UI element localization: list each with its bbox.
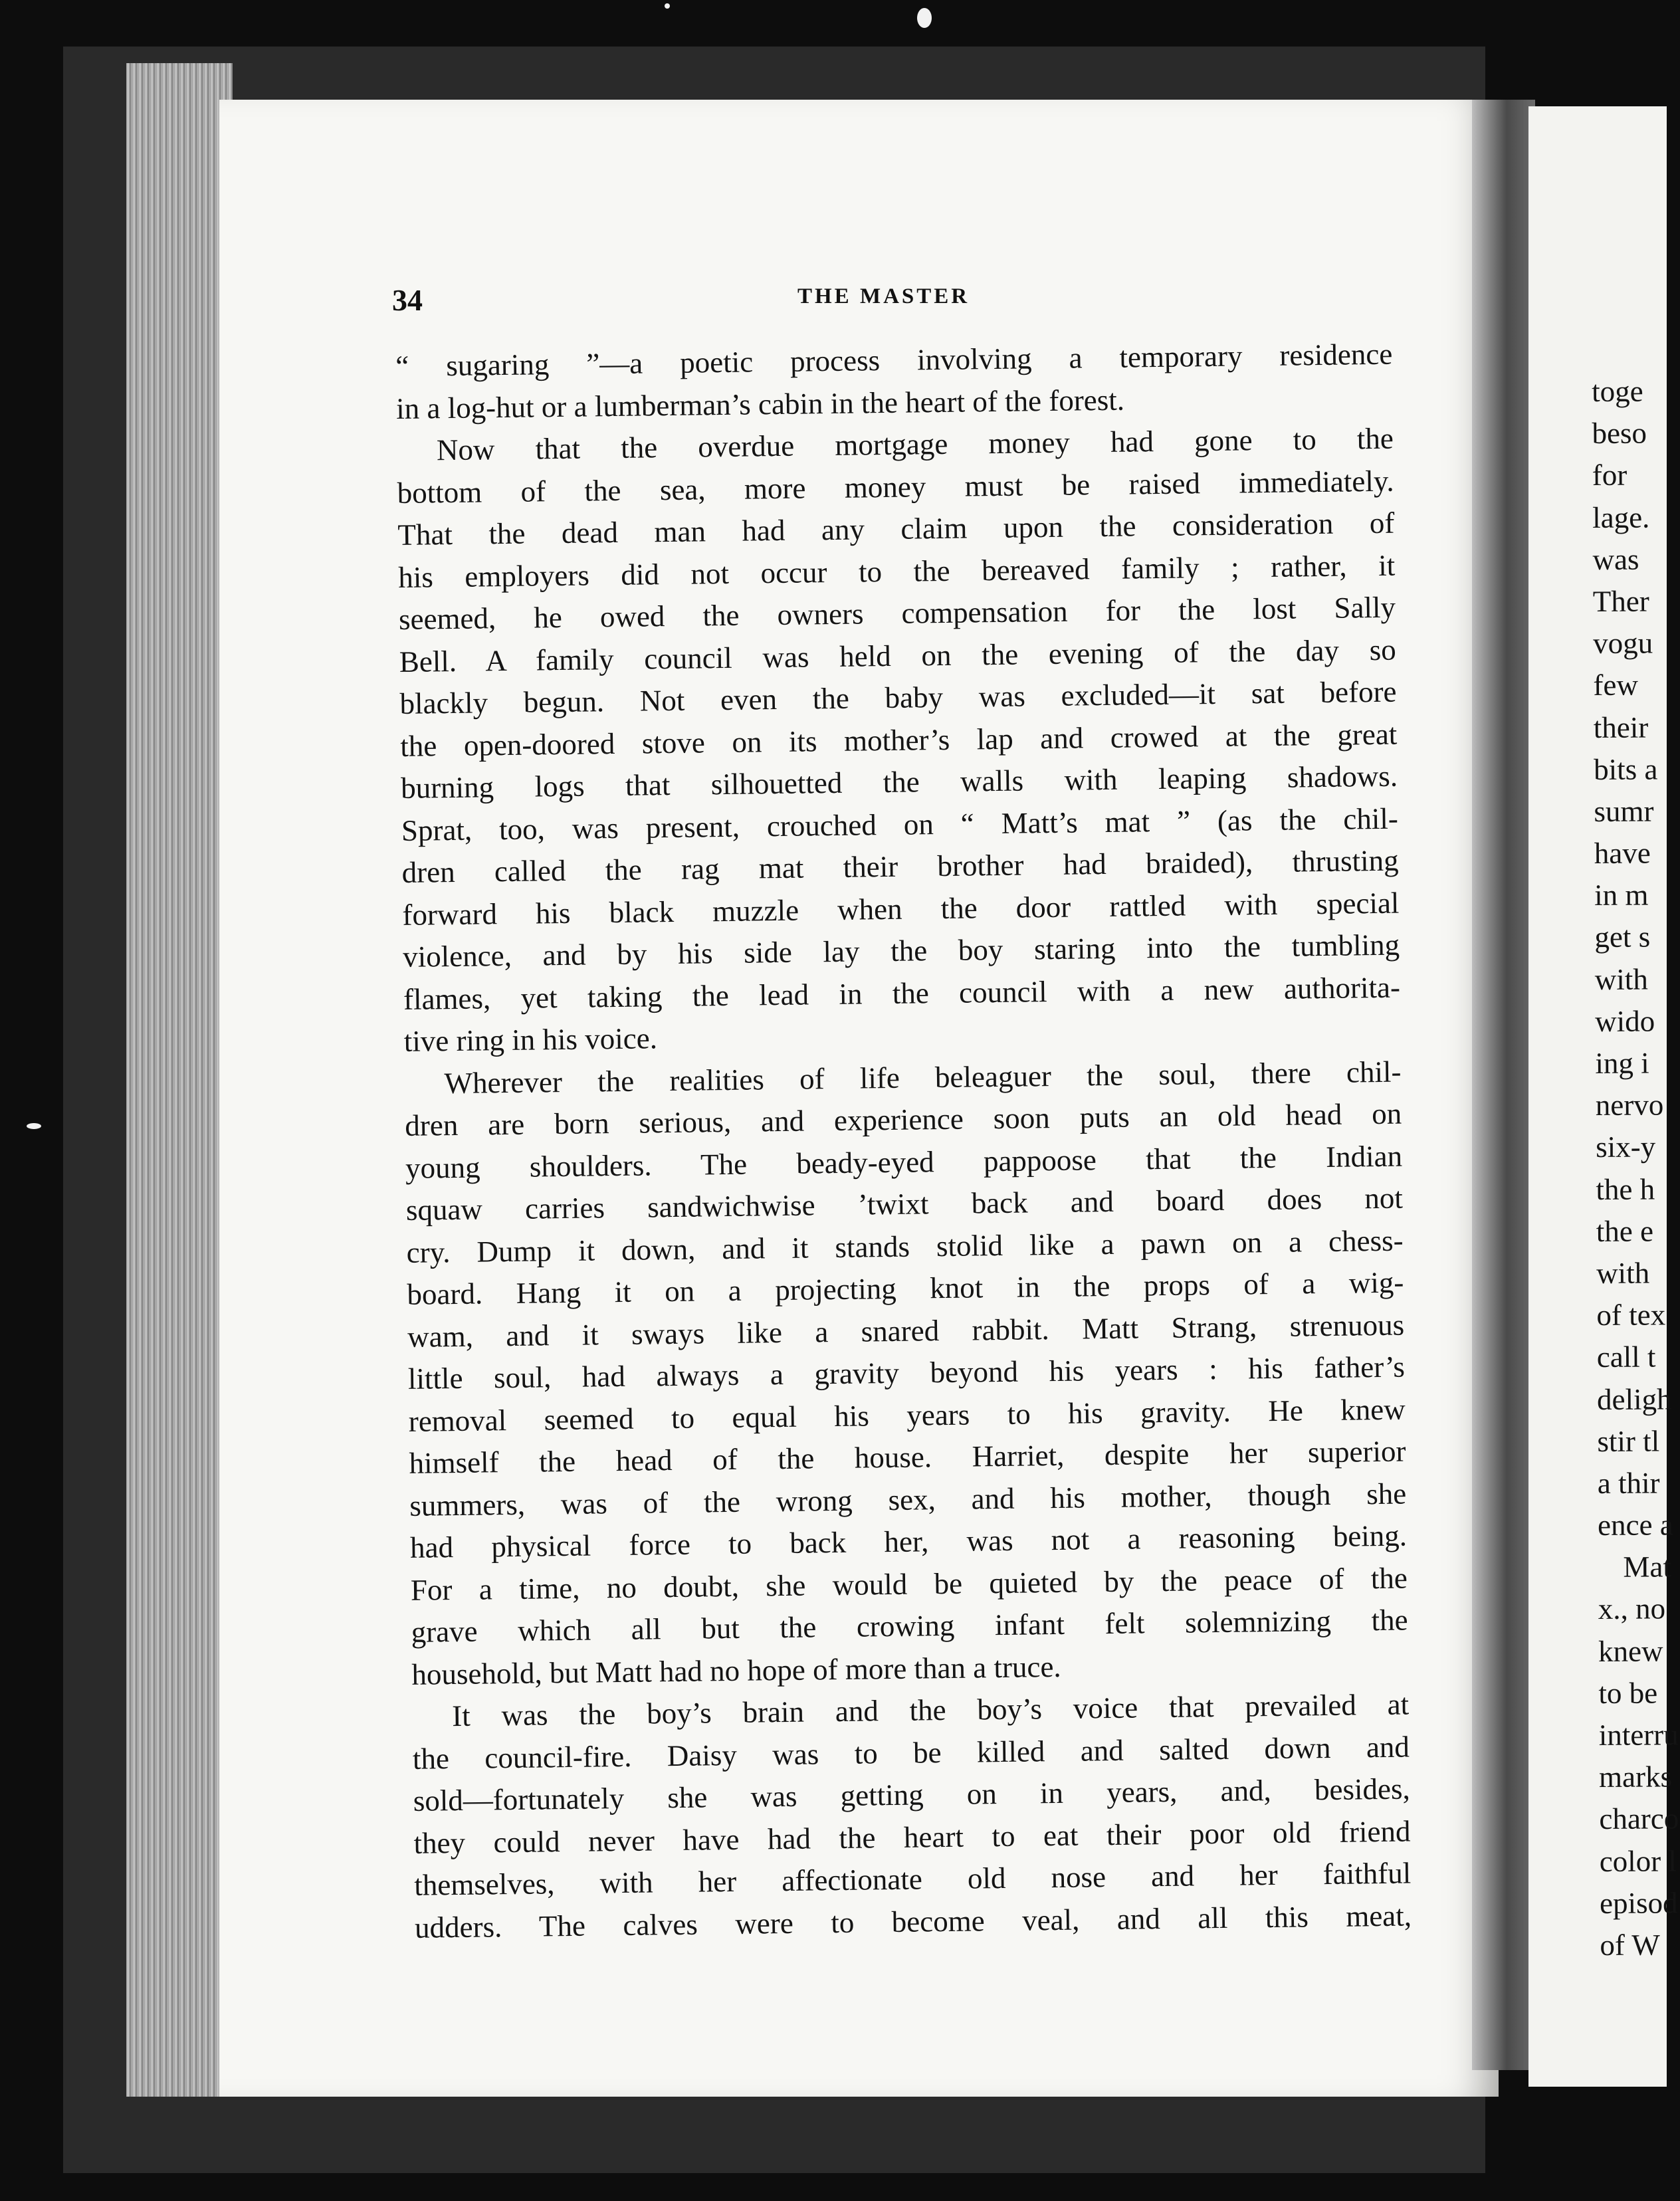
scan-speck xyxy=(917,8,932,28)
text-fragment: beso xyxy=(1592,416,1647,451)
text-fragment: marks xyxy=(1598,1760,1673,1794)
text-fragment: knew xyxy=(1598,1634,1663,1668)
right-page-fragment-text xyxy=(1592,370,1679,1966)
text-line: board. Hang it on a projecting knot in the props of a wig- xyxy=(407,1265,1404,1311)
text-line: sold—fortunately she was getting on in years, and, besides, xyxy=(413,1772,1410,1818)
text-fragment: call t xyxy=(1596,1340,1656,1374)
text-line: burning logs that silhouetted the walls with leaping shadows. xyxy=(400,759,1398,805)
text-fragment: the h xyxy=(1596,1172,1655,1206)
scan-speck xyxy=(665,3,670,9)
text-fragment: lage. xyxy=(1592,500,1650,534)
text-fragment: wido xyxy=(1594,1004,1655,1038)
text-fragment: six-y xyxy=(1595,1130,1656,1164)
text-line: the open-doored stove on its mother’s lap and crowed at the great xyxy=(400,717,1398,763)
text-line: grave which all but the crowing infant felt solemnizing the xyxy=(411,1603,1408,1649)
text-fragment: was xyxy=(1592,542,1639,576)
text-line: Sprat, too, was present, crouched on “ Matt’s mat ” (as the chil- xyxy=(401,801,1399,847)
text-line: It was the boy’s brain and the boy’s voice that prevailed at xyxy=(451,1687,1410,1733)
text-line: himself the head of the house. Harriet, despite her superior xyxy=(409,1434,1406,1480)
text-fragment: ing i xyxy=(1595,1046,1649,1080)
text-line: violence, and by his side lay the boy staring into the tumbling xyxy=(402,928,1400,974)
text-fragment: a thir xyxy=(1597,1466,1660,1500)
text-fragment: Ther xyxy=(1592,584,1649,618)
text-fragment: few xyxy=(1593,668,1639,702)
text-line: Now that the overdue mortgage money had gone to the xyxy=(436,421,1394,467)
text-fragment: have xyxy=(1594,836,1651,871)
text-fragment: color l xyxy=(1599,1843,1677,1878)
text-fragment: x., no xyxy=(1598,1592,1666,1626)
text-fragment: to be xyxy=(1598,1676,1658,1710)
text-fragment: interru xyxy=(1598,1718,1679,1752)
text-fragment: vogu xyxy=(1593,626,1653,661)
text-line: That the dead man had any claim upon the consideration of xyxy=(397,506,1395,552)
text-line: Wherever the realities of life beleaguer the soul, there chil- xyxy=(444,1055,1402,1100)
text-line: dren called the rag mat their brother had braided), thrusting xyxy=(401,843,1399,889)
text-fragment: episod xyxy=(1599,1886,1678,1920)
text-fragment: with xyxy=(1594,962,1648,996)
text-fragment: in m xyxy=(1594,878,1649,912)
text-fragment: get s xyxy=(1594,920,1651,954)
text-line: his employers did not occur to the bereaved family ; rather, it xyxy=(397,548,1396,594)
text-fragment: sumr xyxy=(1594,794,1654,828)
text-fragment: stir tl xyxy=(1597,1424,1660,1458)
text-fragment: toge xyxy=(1592,374,1643,408)
text-fragment: charco xyxy=(1599,1802,1679,1836)
text-line: dren are born serious, and experience soon puts an old head on xyxy=(405,1097,1402,1142)
page-edges xyxy=(126,63,233,2097)
text-fragment: for xyxy=(1592,459,1628,492)
text-line: removal seemed to equal his years to his gravity. He knew xyxy=(408,1392,1406,1438)
text-line: For a time, no doubt, she would be quieted by the peace of the xyxy=(410,1561,1408,1607)
text-fragment: Mat xyxy=(1623,1550,1672,1584)
text-line: blackly begun. Not even the baby was excluded—it sat before xyxy=(399,675,1397,720)
text-line: summers, was of the wrong sex, and his mother, though she xyxy=(409,1477,1407,1522)
text-line: tive ring in his voice. xyxy=(403,1021,658,1058)
text-line: wam, and it sways like a snared rabbit. Matt Strang, strenuous xyxy=(407,1308,1405,1354)
text-fragment: of tex xyxy=(1596,1298,1666,1332)
text-line: squaw carries sandwichwise ’twixt back and board does not xyxy=(405,1181,1404,1227)
running-title: THE MASTER xyxy=(797,284,970,308)
text-line: little soul, had always a gravity beyond his years : his father’s xyxy=(407,1350,1406,1396)
text-fragment: their xyxy=(1593,710,1649,744)
text-line: the council-fire. Daisy was to be killed and salted down and xyxy=(412,1730,1410,1776)
text-line: Bell. A family council was held on the evening of the day so xyxy=(399,633,1397,679)
text-fragment: of W xyxy=(1600,1928,1660,1962)
text-line: flames, yet taking the lead in the council with a new authorita- xyxy=(403,970,1401,1016)
text-line: household, but Matt had no hope of more than a truce. xyxy=(411,1649,1061,1691)
text-line: themselves, with her affectionate old nose and her faithful xyxy=(414,1856,1412,1902)
text-fragment: bits a xyxy=(1594,752,1658,786)
text-fragment: nervo xyxy=(1595,1088,1664,1122)
page-number: 34 xyxy=(392,283,423,317)
text-line: they could never have had the heart to eat their poor old friend xyxy=(413,1814,1411,1860)
text-fragment: with xyxy=(1596,1256,1650,1290)
left-page-text xyxy=(395,334,1412,1949)
text-line: “ sugaring ”—a poetic process involving a temporary residence xyxy=(395,337,1393,383)
text-line: seemed, he owed the owners compensation for the lost Sally xyxy=(398,590,1396,636)
text-line: cry. Dump it down, and it stands stolid like a pawn on a chess- xyxy=(406,1223,1404,1269)
text-line: udders. The calves were to become veal, and all this meat, xyxy=(414,1898,1412,1944)
book-gutter xyxy=(1472,100,1535,2070)
text-line: in a log-hut or a lumberman’s cabin in the heart of the forest. xyxy=(395,383,1125,425)
text-fragment: the e xyxy=(1596,1214,1654,1248)
text-line: forward his black muzzle when the door rattled with special xyxy=(402,886,1400,932)
text-line: bottom of the sea, more money must be raised immediately. xyxy=(397,464,1394,510)
text-line: young shoulders. The beady-eyed pappoose that the Indian xyxy=(405,1139,1403,1185)
scan-speck xyxy=(27,1123,41,1129)
text-line: had physical force to back her, was not a reasoning being. xyxy=(409,1519,1408,1564)
text-fragment: ence a xyxy=(1597,1508,1673,1542)
text-fragment: deligh xyxy=(1596,1382,1672,1416)
